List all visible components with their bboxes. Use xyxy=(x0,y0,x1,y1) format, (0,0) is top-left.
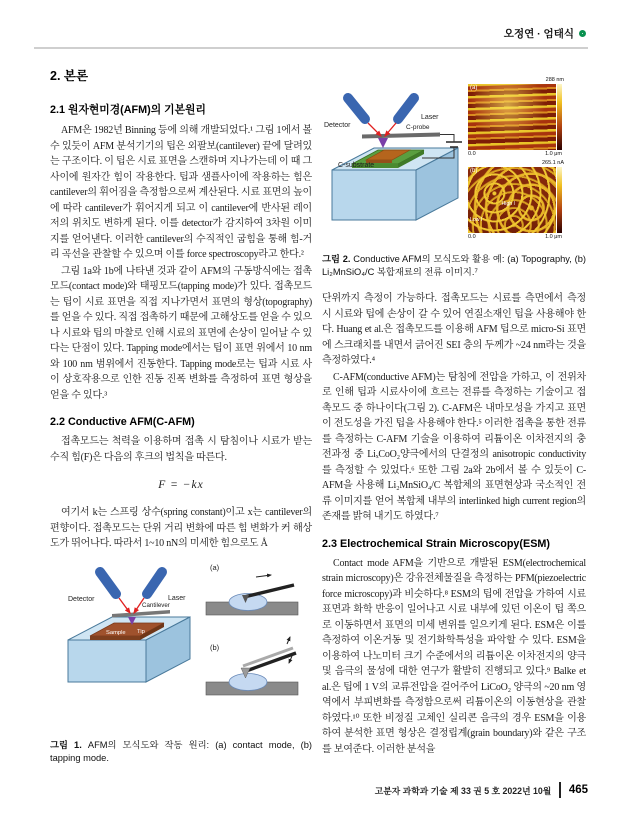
image-b-label: (b) xyxy=(470,168,478,174)
high-current-label: High I xyxy=(501,201,515,208)
c-substrate-label: C-substrate xyxy=(338,162,375,169)
paragraph-contact-mode-continuation: 단위까지 측정이 가능하다. 접촉모드는 시료를 측면에서 측정 시 시료와 팁에 손상이 갈 수 있어 연질소재인 팁을 사용해야 한다. Huang et al.은 접촉모드를 이용해 AFM 팁으로 micro-Si 표면에 스크래치를 내면서 긁어진 SEI 층의 두께가 ~24 nm라는 것을 측정하였다.⁴ xyxy=(322,293,586,366)
laser-cylinder xyxy=(147,572,162,594)
laser-cylinder xyxy=(398,98,414,119)
beam-to-tip xyxy=(119,598,130,613)
image-a-label: (a) xyxy=(470,85,478,91)
laser-label: Laser xyxy=(168,594,186,602)
page-footer xyxy=(375,782,588,798)
figure-1 xyxy=(50,560,312,732)
detector-cylinder xyxy=(100,572,116,594)
page-header xyxy=(504,26,586,41)
hooke-law-formula: F = −kx xyxy=(158,479,204,491)
section-title: 2. 본론 xyxy=(50,69,89,83)
figure-1-caption-text: AFM의 모식도와 작동 원리: (a) contact mode, (b) tapping mode. xyxy=(50,739,312,763)
paragraph-afm-principle-1: AFM은 1982년 Binning 등에 의해 개발되었다.¹ 그림 1에서 볼 수 있듯이 AFM 분석기기의 팁은 외팔보(cantilever) 끝에 달려있는 구조이다. 이 팁은 시료 표면을 스캔하며 지나가는데 이 때 그 사이에 원자간 힘이 작용한다. 팁과 샘플사이에 작용하는 힘은 cantilever의 휘어짐을 측정함으로써 계산된다. 시료 표면의 높이에 따라 cantilever가 휘어지게 되고 이 cantilever에 반사된 레이저의 위치도 변하게 된다. 이를 detector가 감지하여 3차원 이미지를 얻어낸다. 이러한 cantilever의 수직적인 굽힘을 통해 힘-거리 곡선을 관찰할 수 있으며 이를 force spectroscopy라고 한다.² xyxy=(50,125,312,260)
figure-2-caption xyxy=(322,253,586,279)
afm-image-stack xyxy=(468,76,565,242)
axis-um-a: 1.0 μm xyxy=(545,151,562,157)
c-probe-label: C-probe xyxy=(406,124,430,131)
header-rule xyxy=(34,47,588,49)
contact-mode-diagram xyxy=(206,563,298,615)
paragraph-afm-principle-2: 그림 1a와 1b에 나타낸 것과 같이 AFM의 구동방식에는 접촉모드(contact mode)와 태핑모드(tapping mode)가 있다. 접촉모드는 팁이 시료 표면을 직접 지나가면서 표면의 형상(topography)를 얻을 수 있다. 직접 접촉하기 때문에 고해상도를 얻을 수 있으나 시료와 팁의 마찰로 인해 시료의 표면에 손상이 일어날 수 있다는 단점이 있다. Tapping mode에서는 팁이 표면 위에서 10 nm와 100 nm 범위에서 진동한다. Tapping mode로는 팁과 시료 사이 상호작용으로 인한 진동 진폭 변화를 측정하여 표면 형상을 얻을 수 있다.³ xyxy=(50,265,312,401)
section-2-1-title: 2.1 원자현미경(AFM)의 기본원리 xyxy=(50,104,206,116)
figure-1-diagram xyxy=(50,560,312,732)
figure-2-caption-label: 그림 2. xyxy=(322,254,351,264)
current-image-row xyxy=(468,167,565,233)
figure-2 xyxy=(322,76,586,246)
c-probe-bar xyxy=(362,133,440,139)
colorbar-topography xyxy=(557,84,562,150)
paragraph-cafm-after-formula: 여기서 k는 스프링 상수(spring constant)이고 x는 cantilever의 편향이다. 접촉모드는 단위 거리 변화에 따른 힘 변화가 커 해상도가 뛰어나다. 따라서 1~10 nN의 미세한 힘으로도 Å xyxy=(50,507,312,549)
figure-1-caption xyxy=(50,739,312,765)
tip-label: Tip xyxy=(137,628,145,635)
topography-image xyxy=(468,84,556,150)
paragraph-cafm-intro: 접촉모드는 척력을 이용하며 접촉 시 탐침이나 시료가 받는 수직 힘(F)은 다음의 후크의 법칙을 따른다. xyxy=(50,436,312,463)
detector-label: Detector xyxy=(324,122,351,129)
probe-tip-triangle xyxy=(378,138,388,148)
scale-label-current: 265.1 nA xyxy=(541,160,564,166)
section-2-2-title: 2.2 Conductive AFM(C-AFM) xyxy=(50,416,195,428)
detector-cylinder xyxy=(348,98,365,119)
paragraph-esm: Contact mode AFM을 기반으로 개발된 ESM(electrochemical strain microscopy)은 강유전체물질을 측정하는 PFM(piezoelectric force microscopy)과 비슷하다.⁸ ESM의 팁에 전압을 가하여 시료 표면과 화학 반응이 일어나고 시료 내부에 있던 이온이 팁 쪽으로 이동하면서 표면의 미세 변위를 일으키게 된다. ESM은 이를 측정하여 이온거동 및 전기화학특성을 파악할 수 있다. ESM을 이용하여 나노미터 크기 수준에서의 리튬이온 이차전지의 양극 및 음극의 물성에 대한 연구가 활발히 진행되고 있다.⁹ Balke et al.은 팁에 1 V의 교류전압을 걸어주어 LiCoO₂ 양극의 ~20 nm 영역에서 부피변화를 측정함으로써 리튬이온의 이동현상을 관찰하였다.¹⁰ 또한 비정질 고체인 실리콘 음극의 경우 ESM을 이용하여 분석한 표면 형상은 결정립계(grain boundary)와 같은 구조를 보여준다. 이러한 분석을 xyxy=(322,557,586,755)
figure-2-caption-text: Conductive AFM의 모식도와 활용 예: (a) Topography, (b) Li₂MnSiO₄/C 복합재료의 전류 이미지.⁷ xyxy=(322,254,586,277)
topography-axis-row xyxy=(468,150,562,159)
journal-info: 고분자 과학과 기술 제 33 권 5 호 2022년 10월 xyxy=(374,785,552,796)
axis-zero-b: 0.0 xyxy=(468,234,476,240)
author-ring-icon xyxy=(579,30,586,37)
cantilever-label: Cantilever xyxy=(142,601,170,609)
paragraph-cafm-applications: C-AFM(conductive AFM)는 탐침에 전압을 가하고, 이 전위차로 인해 팁과 시료사이에 흐르는 전류를 측정하는 기술이고 접촉모드 중 하나이다(그림 2). C-AFM은 내마모성을 가지고 표면이 전도성을 가진 팁을 사용해야 한다.⁵ 이러한 접촉을 통한 전류를 측정하는 C-AFM 기술을 이용하여 리튬이온 이차전지의 충전과정 중 LiₓCoO₂양극에서의 단결정의 anisotropic conductivity를 측정할 수 있었다.⁶ 또한 그림 2a와 2b에서 볼 수 있듯이 C-AFM을 사용해 Li₂MnSiO₄/C 복합체의 표면현상과 국소적인 전류 이미지를 얻어 복합체 내부의 interlinked high current region의 존재를 밝혀 내기도 하였다.⁷ xyxy=(322,371,586,522)
laser-label: Laser xyxy=(421,114,439,121)
axis-um-b: 1.0 μm xyxy=(545,234,562,240)
axis-zero-a: 0.0 xyxy=(468,151,476,157)
figure-1-caption-label: 그림 1. xyxy=(50,739,82,750)
detector-label: Detector xyxy=(68,595,95,603)
footer-divider xyxy=(559,782,561,798)
page-number: 465 xyxy=(568,784,588,796)
section-2-3-title: 2.3 Electrochemical Strain Microscopy(ESM) xyxy=(322,537,551,550)
beam-to-tip xyxy=(368,123,381,136)
sample-label: Sample xyxy=(106,629,126,636)
scale-label-topography: 288 nm xyxy=(545,77,564,83)
current-axis-row xyxy=(468,233,562,242)
subfig-a-label: (a) xyxy=(210,562,220,572)
subfig-b-label: (b) xyxy=(210,642,220,652)
current-image xyxy=(468,167,556,233)
colorbar-current xyxy=(557,167,562,233)
figure-2-diagram xyxy=(322,88,464,238)
author-names: 오정연 · 엄태식 xyxy=(503,28,574,40)
tapping-mode-diagram xyxy=(206,637,298,695)
right-column xyxy=(322,76,586,757)
topography-image-row xyxy=(468,84,565,150)
left-column xyxy=(50,58,312,765)
cantilever-bar xyxy=(112,610,170,618)
low-current-label: Low I xyxy=(470,217,483,224)
